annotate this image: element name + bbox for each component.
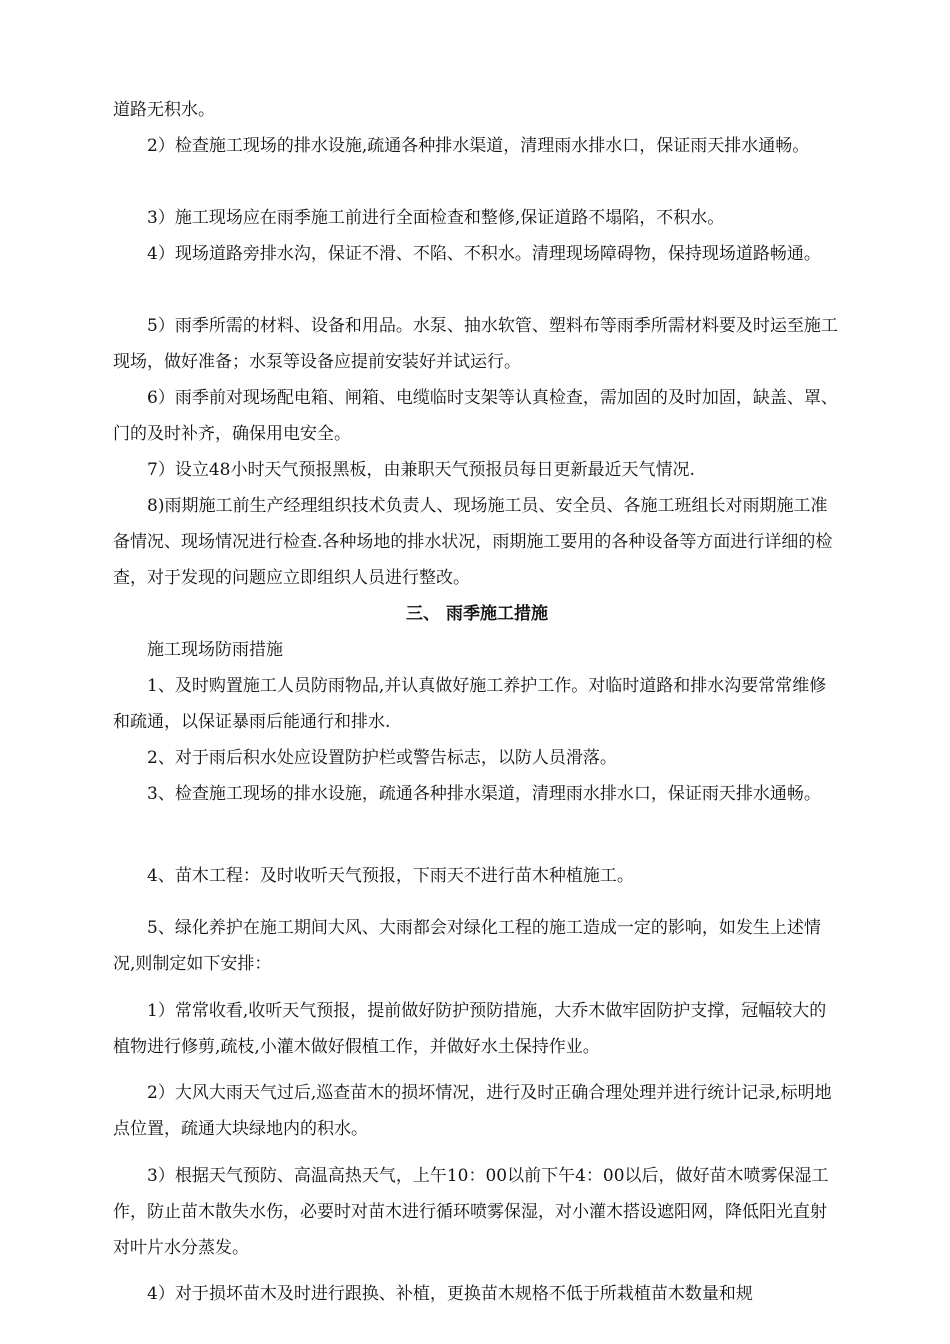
paragraph-item-5-materials: 5）雨季所需的材料、设备和用品。水泵、抽水软管、塑料布等雨季所需材料要及时运至施工现场，做好准备；水泵等设备应提前安装好并试运行。 (113, 316, 838, 372)
paragraph-measure-2: 2、对于雨后积水处应设置防护栏或警告标志，以防人员滑落。 (147, 748, 617, 768)
paragraph-item-4-roadside-ditch: 4）现场道路旁排水沟，保证不滑、不陷、不积水。清理现场障碍物，保持现场道路畅通。 (147, 244, 821, 264)
paragraph-measure-5: 5、绿化养护在施工期间大风、大雨都会对绿化工程的施工造成一定的影响，如发生上述情况,则制定如下安排： (113, 918, 821, 974)
paragraph-item-7-weather-board: 7）设立48小时天气预报黑板，由兼职天气预报员每日更新最近天气情况. (147, 460, 695, 480)
paragraph-measure-1: 1、及时购置施工人员防雨物品,并认真做好施工养护工作。对临时道路和排水沟要常常维修和疏通，以保证暴雨后能通行和排水. (113, 676, 827, 732)
paragraph-measure-3: 3、检查施工现场的排水设施，疏通各种排水渠道，清理雨水排水口，保证雨天排水通畅。 (147, 784, 821, 804)
paragraph-care-1: 1）常常收看,收听天气预报，提前做好防护预防措施，大乔木做牢固防护支撑，冠幅较大的植物进行修剪,疏枝,小灌木做好假植工作，并做好水土保持作业。 (113, 1001, 827, 1057)
paragraph-care-2: 2）大风大雨天气过后,巡查苗木的损坏情况，进行及时正确合理处理并进行统计记录,标明地点位置，疏通大块绿地内的积水。 (113, 1083, 832, 1139)
paragraph-item-8-pre-inspection: 8)雨期施工前生产经理组织技术负责人、现场施工员、安全员、各施工班组长对雨期施工准备情况、现场情况进行检查.各种场地的排水状况，雨期施工要用的各种设备等方面进行详细的检查，对于发现的问题应立即组织人员进行整改。 (113, 496, 833, 588)
paragraph-care-4: 4）对于损坏苗木及时进行跟换、补植，更换苗木规格不低于所栽植苗木数量和规 (147, 1284, 753, 1304)
paragraph-subheading: 施工现场防雨措施 (147, 640, 283, 660)
paragraph-item-2-drainage: 2）检查施工现场的排水设施,疏通各种排水渠道，清理雨水排水口，保证雨天排水通畅。 (147, 136, 810, 156)
section-heading: 三、 雨季施工措施 (406, 604, 548, 624)
paragraph-continuation: 道路无积水。 (113, 100, 215, 120)
paragraph-care-3: 3）根据天气预防、高温高热天气，上午10：00以前下午4：00以后，做好苗木喷雾保湿工作，防止苗木散失水伤，必要时对苗木进行循环喷雾保湿，对小灌木搭设遮阳网，降低阳光直射对叶片水分蒸发。 (113, 1166, 829, 1258)
paragraph-item-3-inspection: 3）施工现场应在雨季施工前进行全面检查和整修,保证道路不塌陷，不积水。 (147, 208, 725, 228)
paragraph-measure-4: 4、苗木工程：及时收听天气预报，下雨天不进行苗木种植施工。 (147, 866, 634, 886)
paragraph-item-6-electrical: 6）雨季前对现场配电箱、闸箱、电缆临时支架等认真检查，需加固的及时加固，缺盖、罩、门的及时补齐，确保用电安全。 (113, 388, 838, 444)
